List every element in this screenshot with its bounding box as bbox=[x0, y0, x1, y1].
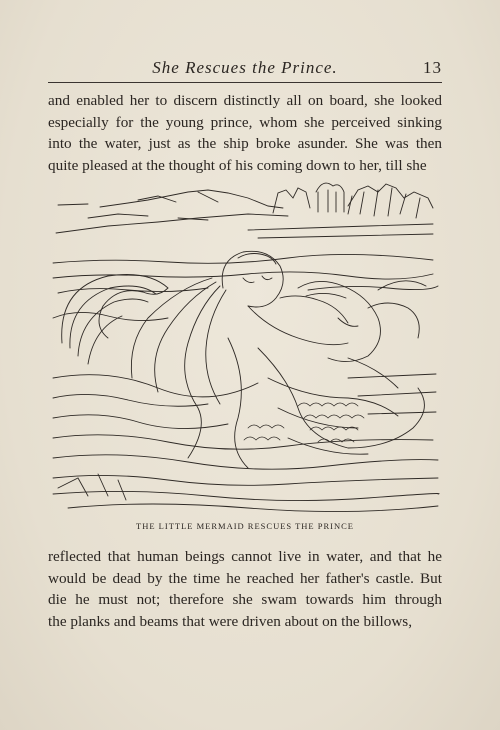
running-head: She Rescues the Prince. bbox=[152, 58, 338, 77]
header-rule bbox=[48, 82, 442, 83]
figure-caption: THE LITTLE MERMAID RESCUES THE PRINCE bbox=[136, 521, 354, 531]
text-line: into the water, just as the ship broke asunder. She was then bbox=[48, 135, 442, 152]
text-line: the planks and beams that were driven about on the billows, bbox=[48, 612, 412, 630]
page-header bbox=[48, 58, 442, 80]
paragraph-top bbox=[48, 90, 442, 176]
text-line: and enabled her to discern distinctly all on board, she looked bbox=[48, 92, 442, 109]
text-line: quite pleased at the thought of his coming down to her, till she bbox=[48, 156, 427, 174]
text-line: reflected that human beings cannot live in water, and that he bbox=[48, 548, 442, 565]
paragraph-bottom bbox=[48, 546, 442, 632]
mermaid-illustration bbox=[48, 178, 442, 516]
text-line: especially for the young prince, whom she perceived sinking bbox=[48, 113, 442, 131]
page-number: 13 bbox=[423, 58, 442, 77]
text-line: would be dead by the time he reached her father's castle. But bbox=[48, 569, 442, 587]
text-line: die he must not; therefore she swam towards him through bbox=[48, 591, 442, 608]
